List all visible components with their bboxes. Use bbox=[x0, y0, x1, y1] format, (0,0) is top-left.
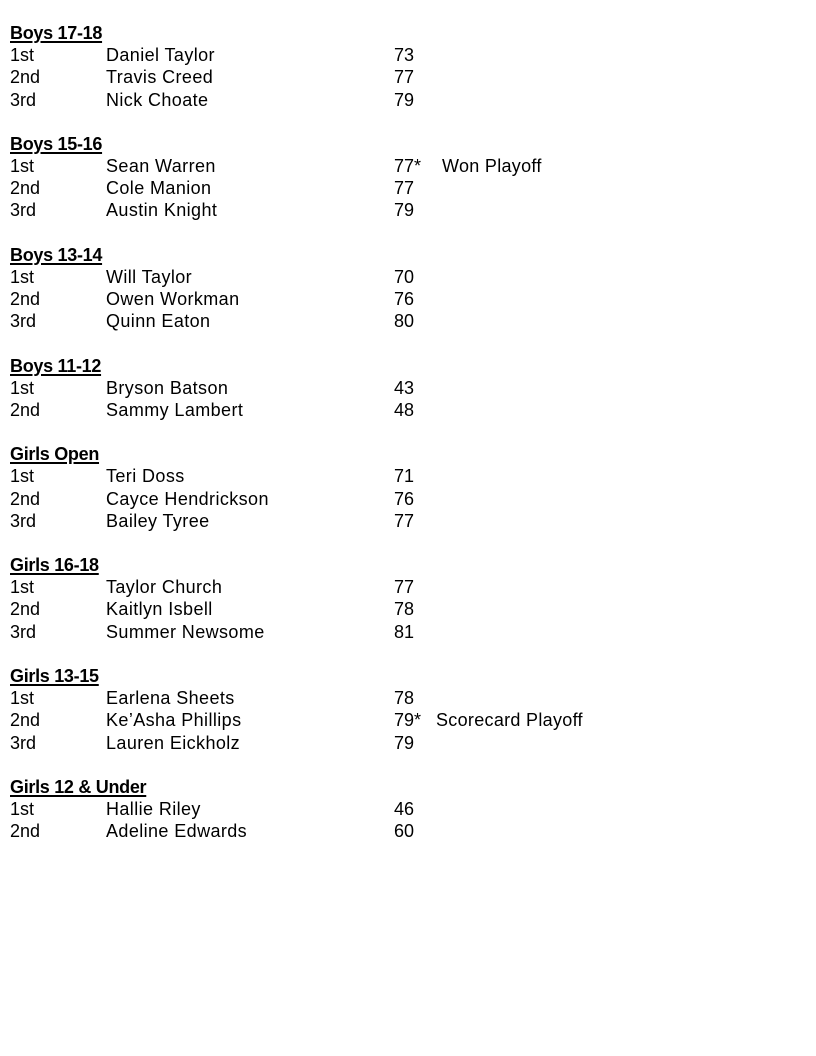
result-row bbox=[10, 687, 800, 709]
result-row bbox=[10, 798, 800, 820]
section-girls-open bbox=[10, 443, 800, 532]
player-name: Kaitlyn Isbell bbox=[106, 599, 213, 620]
place: 1st bbox=[10, 377, 35, 398]
section-girls-13-15 bbox=[10, 665, 800, 754]
result-row bbox=[10, 621, 800, 643]
score: 48 bbox=[394, 399, 415, 420]
player-name: Will Taylor bbox=[106, 266, 193, 287]
player-name: Owen Workman bbox=[106, 289, 240, 310]
result-row bbox=[10, 89, 800, 111]
place: 3rd bbox=[10, 200, 37, 221]
result-row bbox=[10, 288, 800, 310]
player-name: Summer Newsome bbox=[106, 621, 265, 642]
playoff-note: Won Playoff bbox=[442, 155, 542, 176]
player-name: Quinn Eaton bbox=[106, 311, 211, 332]
score: 77 bbox=[394, 577, 415, 598]
place: 2nd bbox=[10, 399, 41, 420]
player-name: Teri Doss bbox=[106, 466, 185, 487]
place: 1st bbox=[10, 466, 35, 487]
section-boys-17-18 bbox=[10, 22, 800, 111]
score: 77* bbox=[394, 155, 422, 176]
score: 78 bbox=[394, 599, 415, 620]
score: 77 bbox=[394, 510, 415, 531]
player-name: Sean Warren bbox=[106, 155, 216, 176]
player-name: Bryson Batson bbox=[106, 377, 229, 398]
player-name: Ke’Asha Phillips bbox=[106, 710, 242, 731]
score: 71 bbox=[394, 466, 415, 487]
place: 2nd bbox=[10, 67, 41, 88]
result-row bbox=[10, 598, 800, 620]
section-girls-12-under bbox=[10, 776, 800, 843]
score: 60 bbox=[394, 821, 415, 842]
score: 70 bbox=[394, 266, 415, 287]
player-name: Sammy Lambert bbox=[106, 399, 244, 420]
score: 80 bbox=[394, 311, 415, 332]
place: 3rd bbox=[10, 621, 37, 642]
result-row bbox=[10, 199, 800, 221]
score: 79 bbox=[394, 732, 415, 753]
result-row bbox=[10, 488, 800, 510]
place: 2nd bbox=[10, 488, 41, 509]
section-title: Girls 13-15 bbox=[10, 666, 99, 687]
player-name: Nick Choate bbox=[106, 89, 209, 110]
result-row bbox=[10, 66, 800, 88]
score: 76 bbox=[394, 289, 415, 310]
player-name: Adeline Edwards bbox=[106, 821, 248, 842]
place: 2nd bbox=[10, 821, 41, 842]
player-name: Travis Creed bbox=[106, 67, 214, 88]
score: 79 bbox=[394, 89, 415, 110]
place: 1st bbox=[10, 155, 35, 176]
section-title: Boys 15-16 bbox=[10, 133, 103, 154]
player-name: Austin Knight bbox=[106, 200, 218, 221]
results-page bbox=[10, 22, 800, 865]
result-row bbox=[10, 465, 800, 487]
place: 1st bbox=[10, 688, 35, 709]
section-boys-13-14 bbox=[10, 244, 800, 333]
score: 79* bbox=[394, 710, 422, 731]
place: 2nd bbox=[10, 178, 41, 199]
section-title: Girls 12 & Under bbox=[10, 776, 147, 797]
player-name: Cayce Hendrickson bbox=[106, 488, 269, 509]
result-row bbox=[10, 820, 800, 842]
section-title: Girls Open bbox=[10, 444, 100, 465]
section-boys-15-16 bbox=[10, 133, 800, 222]
section-title: Boys 17-18 bbox=[10, 23, 103, 43]
result-row bbox=[10, 177, 800, 199]
result-row bbox=[10, 377, 800, 399]
score: 43 bbox=[394, 377, 415, 398]
result-row bbox=[10, 44, 800, 66]
score: 77 bbox=[394, 178, 415, 199]
place: 2nd bbox=[10, 599, 41, 620]
score: 76 bbox=[394, 488, 415, 509]
player-name: Taylor Church bbox=[106, 577, 223, 598]
player-name: Daniel Taylor bbox=[106, 45, 215, 65]
place: 3rd bbox=[10, 732, 37, 753]
result-row bbox=[10, 310, 800, 332]
result-row bbox=[10, 266, 800, 288]
place: 2nd bbox=[10, 289, 41, 310]
score: 78 bbox=[394, 688, 415, 709]
player-name: Bailey Tyree bbox=[106, 510, 210, 531]
score: 73 bbox=[394, 45, 415, 65]
section-title: Boys 11-12 bbox=[10, 355, 102, 376]
result-row bbox=[10, 155, 800, 177]
place: 3rd bbox=[10, 311, 37, 332]
score: 77 bbox=[394, 67, 415, 88]
score: 79 bbox=[394, 200, 415, 221]
place: 1st bbox=[10, 45, 35, 65]
score: 46 bbox=[394, 798, 415, 819]
result-row bbox=[10, 510, 800, 532]
player-name: Lauren Eickholz bbox=[106, 732, 241, 753]
result-row bbox=[10, 732, 800, 754]
place: 1st bbox=[10, 266, 35, 287]
place: 3rd bbox=[10, 89, 37, 110]
section-boys-11-12 bbox=[10, 355, 800, 422]
result-row bbox=[10, 709, 800, 731]
section-title: Girls 16-18 bbox=[10, 555, 99, 576]
section-girls-16-18 bbox=[10, 554, 800, 643]
player-name: Hallie Riley bbox=[106, 798, 201, 819]
section-title: Boys 13-14 bbox=[10, 244, 103, 265]
player-name: Cole Manion bbox=[106, 178, 212, 199]
score: 81 bbox=[394, 621, 415, 642]
playoff-note: Scorecard Playoff bbox=[436, 710, 583, 731]
player-name: Earlena Sheets bbox=[106, 688, 235, 709]
result-row bbox=[10, 576, 800, 598]
place: 3rd bbox=[10, 510, 37, 531]
place: 1st bbox=[10, 577, 35, 598]
place: 1st bbox=[10, 798, 35, 819]
result-row bbox=[10, 399, 800, 421]
place: 2nd bbox=[10, 710, 41, 731]
